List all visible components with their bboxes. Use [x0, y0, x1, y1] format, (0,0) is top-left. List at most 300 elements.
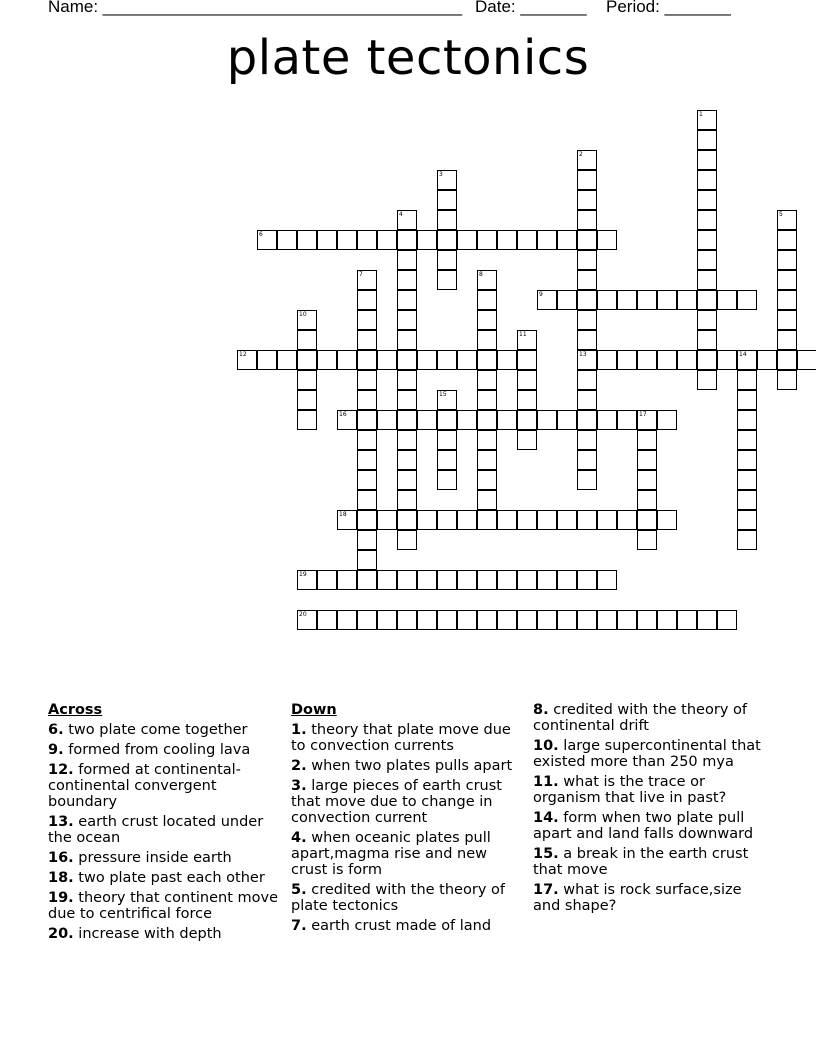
- grid-cell[interactable]: [697, 370, 717, 390]
- grid-cell[interactable]: [397, 470, 417, 490]
- grid-cell[interactable]: [477, 390, 497, 410]
- clue-number-label: 9: [539, 291, 543, 298]
- grid-cell[interactable]: [617, 510, 637, 530]
- grid-cell[interactable]: [357, 530, 377, 550]
- clue-text: when oceanic plates pull apart,magma rise and new crust is form: [291, 830, 491, 878]
- grid-cell[interactable]: [517, 610, 537, 630]
- clue-number-label: 14: [739, 351, 747, 358]
- grid-cell[interactable]: [377, 350, 397, 370]
- grid-cell[interactable]: [577, 390, 597, 410]
- grid-cell[interactable]: [357, 390, 377, 410]
- grid-cell[interactable]: [457, 230, 477, 250]
- down-clues-continued: [533, 702, 765, 918]
- grid-cell[interactable]: [517, 430, 537, 450]
- grid-cell[interactable]: [617, 610, 637, 630]
- grid-cell[interactable]: [397, 390, 417, 410]
- grid-cell[interactable]: [397, 230, 417, 250]
- grid-cell[interactable]: [577, 470, 597, 490]
- grid-cell[interactable]: [497, 350, 517, 370]
- grid-cell[interactable]: [597, 570, 617, 590]
- grid-cell[interactable]: [457, 350, 477, 370]
- grid-cell[interactable]: [577, 430, 597, 450]
- grid-cell[interactable]: [357, 570, 377, 590]
- grid-cell[interactable]: [577, 250, 597, 270]
- grid-cell[interactable]: [657, 510, 677, 530]
- clue-number-label: 4: [399, 211, 403, 218]
- clue-number: 20.: [48, 926, 74, 942]
- grid-cell[interactable]: [477, 290, 497, 310]
- clue-text: theory that continent move due to centrifical force: [48, 890, 279, 922]
- clue-number: 15.: [533, 846, 559, 862]
- clue-number-label: 2: [579, 151, 583, 158]
- grid-cell[interactable]: [697, 350, 717, 370]
- clue-number: 12.: [48, 762, 74, 778]
- grid-cell[interactable]: [737, 470, 757, 490]
- grid-cell[interactable]: [577, 310, 597, 330]
- grid-cell[interactable]: [637, 470, 657, 490]
- grid-cell[interactable]: [417, 570, 437, 590]
- grid-cell[interactable]: [697, 210, 717, 230]
- clue-text: two plate come together: [68, 722, 248, 738]
- grid-cell[interactable]: [357, 470, 377, 490]
- clue-item: [48, 926, 280, 942]
- clue-number-label: 13: [579, 351, 587, 358]
- period-field[interactable]: Period: _______: [606, 0, 731, 16]
- grid-cell[interactable]: [477, 230, 497, 250]
- clue-item: [291, 778, 523, 826]
- down-heading: Down: [291, 702, 337, 718]
- grid-cell[interactable]: [777, 290, 797, 310]
- clue-item: [48, 890, 280, 922]
- grid-cell[interactable]: [377, 410, 397, 430]
- clue-number: 4.: [291, 830, 307, 846]
- clue-text: credited with the theory of continental drift: [533, 702, 747, 734]
- grid-cell[interactable]: [357, 510, 377, 530]
- grid-cell[interactable]: [357, 550, 377, 570]
- clue-number: 10.: [533, 738, 559, 754]
- down-list-continued: [533, 702, 765, 914]
- clue-number-label: 3: [439, 171, 443, 178]
- clue-number: 8.: [533, 702, 549, 718]
- grid-cell[interactable]: [537, 610, 557, 630]
- grid-cell[interactable]: [357, 230, 377, 250]
- grid-cell[interactable]: [597, 290, 617, 310]
- grid-cell[interactable]: [337, 230, 357, 250]
- grid-cell[interactable]: [677, 290, 697, 310]
- grid-cell[interactable]: [597, 510, 617, 530]
- grid-cell[interactable]: [417, 610, 437, 630]
- grid-cell[interactable]: [357, 350, 377, 370]
- grid-cell[interactable]: [777, 250, 797, 270]
- clue-number-label: 8: [479, 271, 483, 278]
- clue-number-label: 6: [259, 231, 263, 238]
- grid-cell[interactable]: [317, 230, 337, 250]
- grid-cell[interactable]: [517, 570, 537, 590]
- grid-cell[interactable]: [397, 490, 417, 510]
- grid-cell[interactable]: [457, 510, 477, 530]
- grid-cell[interactable]: [717, 290, 737, 310]
- grid-cell[interactable]: [577, 170, 597, 190]
- down-clues: [291, 702, 523, 938]
- clue-number-label: 17: [639, 411, 647, 418]
- clue-number-label: 7: [359, 271, 363, 278]
- grid-cell[interactable]: [557, 510, 577, 530]
- grid-cell[interactable]: [637, 350, 657, 370]
- date-field[interactable]: Date: _______: [475, 0, 587, 16]
- clue-item: [533, 846, 765, 878]
- clue-text: large pieces of earth crust that move due to change in convection current: [291, 778, 502, 826]
- grid-cell[interactable]: [777, 310, 797, 330]
- clue-number: 7.: [291, 918, 307, 934]
- grid-cell[interactable]: [297, 350, 317, 370]
- grid-cell[interactable]: [717, 350, 737, 370]
- grid-cell[interactable]: [537, 510, 557, 530]
- grid-cell[interactable]: [397, 510, 417, 530]
- grid-cell[interactable]: [477, 350, 497, 370]
- grid-cell[interactable]: [537, 570, 557, 590]
- grid-cell[interactable]: [697, 190, 717, 210]
- grid-cell[interactable]: [377, 570, 397, 590]
- clue-number-label: 18: [339, 511, 347, 518]
- grid-cell[interactable]: [697, 130, 717, 150]
- puzzle-title: plate tectonics: [226, 30, 590, 86]
- clue-number-label: 16: [339, 411, 347, 418]
- clue-item: [48, 722, 280, 738]
- grid-cell[interactable]: [737, 450, 757, 470]
- grid-cell[interactable]: [437, 570, 457, 590]
- clue-number-label: 19: [299, 571, 307, 578]
- grid-cell[interactable]: [577, 190, 597, 210]
- grid-cell[interactable]: [737, 530, 757, 550]
- down-list: [291, 722, 523, 934]
- grid-cell[interactable]: [577, 370, 597, 390]
- clue-item: [291, 758, 523, 774]
- grid-cell[interactable]: [697, 230, 717, 250]
- clue-number: 3.: [291, 778, 307, 794]
- clue-number: 2.: [291, 758, 307, 774]
- grid-cell[interactable]: [297, 390, 317, 410]
- grid-cell[interactable]: [337, 570, 357, 590]
- grid-cell[interactable]: [577, 290, 597, 310]
- clue-text: increase with depth: [78, 926, 222, 942]
- grid-cell[interactable]: [397, 370, 417, 390]
- clue-item: [48, 850, 280, 866]
- grid-cell[interactable]: [417, 410, 437, 430]
- grid-cell[interactable]: [477, 490, 497, 510]
- clue-item: [48, 870, 280, 886]
- grid-cell[interactable]: [457, 410, 477, 430]
- grid-cell[interactable]: [737, 290, 757, 310]
- grid-cell[interactable]: [477, 430, 497, 450]
- clue-number: 16.: [48, 850, 74, 866]
- clue-text: when two plates pulls apart: [311, 758, 513, 774]
- grid-cell[interactable]: [637, 610, 657, 630]
- grid-cell[interactable]: [677, 350, 697, 370]
- grid-cell[interactable]: [577, 570, 597, 590]
- grid-cell[interactable]: [397, 410, 417, 430]
- across-clues: [48, 702, 280, 946]
- grid-cell[interactable]: [397, 450, 417, 470]
- grid-cell[interactable]: [517, 370, 537, 390]
- grid-cell[interactable]: [457, 570, 477, 590]
- grid-cell[interactable]: [637, 450, 657, 470]
- clue-text: what is the trace or organism that live in past?: [533, 774, 727, 806]
- grid-cell[interactable]: [657, 610, 677, 630]
- grid-cell[interactable]: [397, 250, 417, 270]
- grid-cell[interactable]: [737, 410, 757, 430]
- grid-cell[interactable]: [517, 510, 537, 530]
- clue-number: 14.: [533, 810, 559, 826]
- grid-cell[interactable]: [517, 390, 537, 410]
- clue-number-label: 15: [439, 391, 447, 398]
- grid-cell[interactable]: [437, 510, 457, 530]
- grid-cell[interactable]: [497, 410, 517, 430]
- grid-cell[interactable]: [697, 250, 717, 270]
- clue-text: formed from cooling lava: [68, 742, 251, 758]
- grid-cell[interactable]: [397, 570, 417, 590]
- grid-cell[interactable]: [397, 430, 417, 450]
- grid-cell[interactable]: [577, 210, 597, 230]
- grid-cell[interactable]: [257, 350, 277, 370]
- grid-cell[interactable]: [277, 350, 297, 370]
- clue-item: [533, 702, 765, 734]
- clue-item: [291, 722, 523, 754]
- grid-cell[interactable]: [737, 430, 757, 450]
- clue-number: 1.: [291, 722, 307, 738]
- grid-cell[interactable]: [277, 230, 297, 250]
- grid-cell[interactable]: [617, 350, 637, 370]
- clue-text: a break in the earth crust that move: [533, 846, 749, 878]
- grid-cell[interactable]: [357, 310, 377, 330]
- grid-cell[interactable]: [377, 510, 397, 530]
- grid-cell[interactable]: [477, 510, 497, 530]
- grid-cell[interactable]: [517, 410, 537, 430]
- clue-item: [48, 742, 280, 758]
- clue-text: earth crust located under the ocean: [48, 814, 264, 846]
- clue-item: [291, 918, 523, 934]
- grid-cell[interactable]: [357, 430, 377, 450]
- clue-text: theory that plate move due to convection currents: [291, 722, 511, 754]
- grid-cell[interactable]: [637, 430, 657, 450]
- clue-text: earth crust made of land: [311, 918, 492, 934]
- grid-cell[interactable]: [697, 290, 717, 310]
- grid-cell[interactable]: [397, 290, 417, 310]
- grid-cell[interactable]: [317, 350, 337, 370]
- grid-cell[interactable]: [697, 310, 717, 330]
- grid-cell[interactable]: [477, 330, 497, 350]
- grid-cell[interactable]: [437, 470, 457, 490]
- grid-cell[interactable]: [357, 290, 377, 310]
- grid-cell[interactable]: [637, 510, 657, 530]
- clue-text: formed at continental-continental convergent boundary: [48, 762, 241, 810]
- grid-cell[interactable]: [437, 410, 457, 430]
- grid-cell[interactable]: [557, 230, 577, 250]
- grid-cell[interactable]: [697, 330, 717, 350]
- grid-cell[interactable]: [597, 350, 617, 370]
- grid-cell[interactable]: [577, 330, 597, 350]
- grid-cell[interactable]: [397, 310, 417, 330]
- clue-number: 9.: [48, 742, 64, 758]
- clue-item: [533, 810, 765, 842]
- clue-number-label: 11: [519, 331, 527, 338]
- clue-item: [291, 882, 523, 914]
- grid-cell[interactable]: [497, 610, 517, 630]
- grid-cell[interactable]: [557, 410, 577, 430]
- clue-number-label: 20: [299, 611, 307, 618]
- grid-cell[interactable]: [357, 370, 377, 390]
- grid-cell[interactable]: [477, 450, 497, 470]
- clue-number: 19.: [48, 890, 74, 906]
- grid-cell[interactable]: [437, 350, 457, 370]
- clue-number: 18.: [48, 870, 74, 886]
- grid-cell[interactable]: [697, 610, 717, 630]
- grid-cell[interactable]: [517, 350, 537, 370]
- grid-cell[interactable]: [397, 270, 417, 290]
- grid-cell[interactable]: [357, 410, 377, 430]
- clue-number-label: 5: [779, 211, 783, 218]
- grid-cell[interactable]: [397, 530, 417, 550]
- grid-cell[interactable]: [637, 490, 657, 510]
- clue-number: 17.: [533, 882, 559, 898]
- grid-cell[interactable]: [297, 410, 317, 430]
- grid-cell[interactable]: [697, 170, 717, 190]
- grid-cell[interactable]: [617, 290, 637, 310]
- clue-item: [48, 762, 280, 810]
- grid-cell[interactable]: [557, 610, 577, 630]
- grid-cell[interactable]: [357, 330, 377, 350]
- across-list: [48, 722, 280, 942]
- clue-text: what is rock surface,size and shape?: [533, 882, 742, 914]
- clue-item: [533, 882, 765, 914]
- grid-cell[interactable]: [697, 150, 717, 170]
- grid-cell[interactable]: [677, 610, 697, 630]
- grid-cell[interactable]: [737, 390, 757, 410]
- grid-cell[interactable]: [497, 570, 517, 590]
- grid-cell[interactable]: [437, 250, 457, 270]
- grid-cell[interactable]: [577, 450, 597, 470]
- grid-cell[interactable]: [477, 410, 497, 430]
- grid-cell[interactable]: [437, 610, 457, 630]
- grid-cell[interactable]: [377, 230, 397, 250]
- grid-cell[interactable]: [417, 350, 437, 370]
- grid-cell[interactable]: [637, 290, 657, 310]
- grid-cell[interactable]: [417, 230, 437, 250]
- grid-cell[interactable]: [337, 610, 357, 630]
- clue-item: [533, 738, 765, 770]
- grid-cell[interactable]: [437, 190, 457, 210]
- grid-cell[interactable]: [357, 610, 377, 630]
- grid-cell[interactable]: [297, 370, 317, 390]
- grid-cell[interactable]: [337, 350, 357, 370]
- grid-cell[interactable]: [757, 350, 777, 370]
- grid-cell[interactable]: [397, 610, 417, 630]
- clue-text: credited with the theory of plate tectonics: [291, 882, 505, 914]
- grid-cell[interactable]: [437, 270, 457, 290]
- grid-cell[interactable]: [397, 330, 417, 350]
- grid-cell[interactable]: [477, 470, 497, 490]
- clue-number-label: 10: [299, 311, 307, 318]
- grid-cell[interactable]: [317, 610, 337, 630]
- grid-cell[interactable]: [417, 510, 437, 530]
- grid-cell[interactable]: [537, 230, 557, 250]
- clue-number-label: 12: [239, 351, 247, 358]
- grid-cell[interactable]: [577, 510, 597, 530]
- grid-cell[interactable]: [377, 610, 397, 630]
- grid-cell[interactable]: [497, 230, 517, 250]
- grid-cell[interactable]: [357, 490, 377, 510]
- grid-cell[interactable]: [397, 350, 417, 370]
- grid-cell[interactable]: [777, 370, 797, 390]
- clue-text: large supercontinental that existed more than 250 mya: [533, 738, 761, 770]
- clue-number-label: 1: [699, 111, 703, 118]
- grid-cell[interactable]: [577, 410, 597, 430]
- grid-cell[interactable]: [717, 610, 737, 630]
- grid-cell[interactable]: [777, 230, 797, 250]
- clue-number: 11.: [533, 774, 559, 790]
- grid-cell[interactable]: [657, 350, 677, 370]
- grid-cell[interactable]: [297, 230, 317, 250]
- grid-cell[interactable]: [597, 230, 617, 250]
- grid-cell[interactable]: [497, 510, 517, 530]
- clue-number: 13.: [48, 814, 74, 830]
- grid-cell[interactable]: [477, 370, 497, 390]
- clue-text: two plate past each other: [78, 870, 265, 886]
- across-heading: Across: [48, 702, 103, 718]
- grid-cell[interactable]: [637, 530, 657, 550]
- grid-cell[interactable]: [737, 490, 757, 510]
- grid-cell[interactable]: [437, 230, 457, 250]
- grid-cell[interactable]: [577, 230, 597, 250]
- grid-cell[interactable]: [437, 430, 457, 450]
- grid-cell[interactable]: [737, 510, 757, 530]
- grid-cell[interactable]: [777, 330, 797, 350]
- grid-cell[interactable]: [737, 370, 757, 390]
- grid-cell[interactable]: [317, 570, 337, 590]
- grid-cell[interactable]: [597, 410, 617, 430]
- grid-cell[interactable]: [297, 330, 317, 350]
- grid-cell[interactable]: [577, 610, 597, 630]
- grid-cell[interactable]: [577, 270, 597, 290]
- grid-cell[interactable]: [777, 350, 797, 370]
- clue-number: 6.: [48, 722, 64, 738]
- grid-cell[interactable]: [437, 450, 457, 470]
- grid-cell[interactable]: [457, 610, 477, 630]
- clue-number: 5.: [291, 882, 307, 898]
- grid-cell[interactable]: [477, 310, 497, 330]
- grid-cell[interactable]: [597, 610, 617, 630]
- grid-cell[interactable]: [477, 610, 497, 630]
- grid-cell[interactable]: [557, 570, 577, 590]
- grid-cell[interactable]: [357, 450, 377, 470]
- grid-cell[interactable]: [437, 210, 457, 230]
- clue-text: form when two plate pull apart and land falls downward: [533, 810, 754, 842]
- grid-cell[interactable]: [617, 410, 637, 430]
- grid-cell[interactable]: [517, 230, 537, 250]
- clue-item: [533, 774, 765, 806]
- clue-text: pressure inside earth: [78, 850, 232, 866]
- grid-cell[interactable]: [797, 350, 816, 370]
- grid-cell[interactable]: [537, 410, 557, 430]
- grid-cell[interactable]: [557, 290, 577, 310]
- clue-item: [48, 814, 280, 846]
- grid-cell[interactable]: [477, 570, 497, 590]
- grid-cell[interactable]: [657, 290, 677, 310]
- grid-cell[interactable]: [657, 410, 677, 430]
- grid-cell[interactable]: [777, 270, 797, 290]
- name-field[interactable]: Name: ______________________________________: [48, 0, 463, 16]
- clue-item: [291, 830, 523, 878]
- grid-cell[interactable]: [697, 270, 717, 290]
